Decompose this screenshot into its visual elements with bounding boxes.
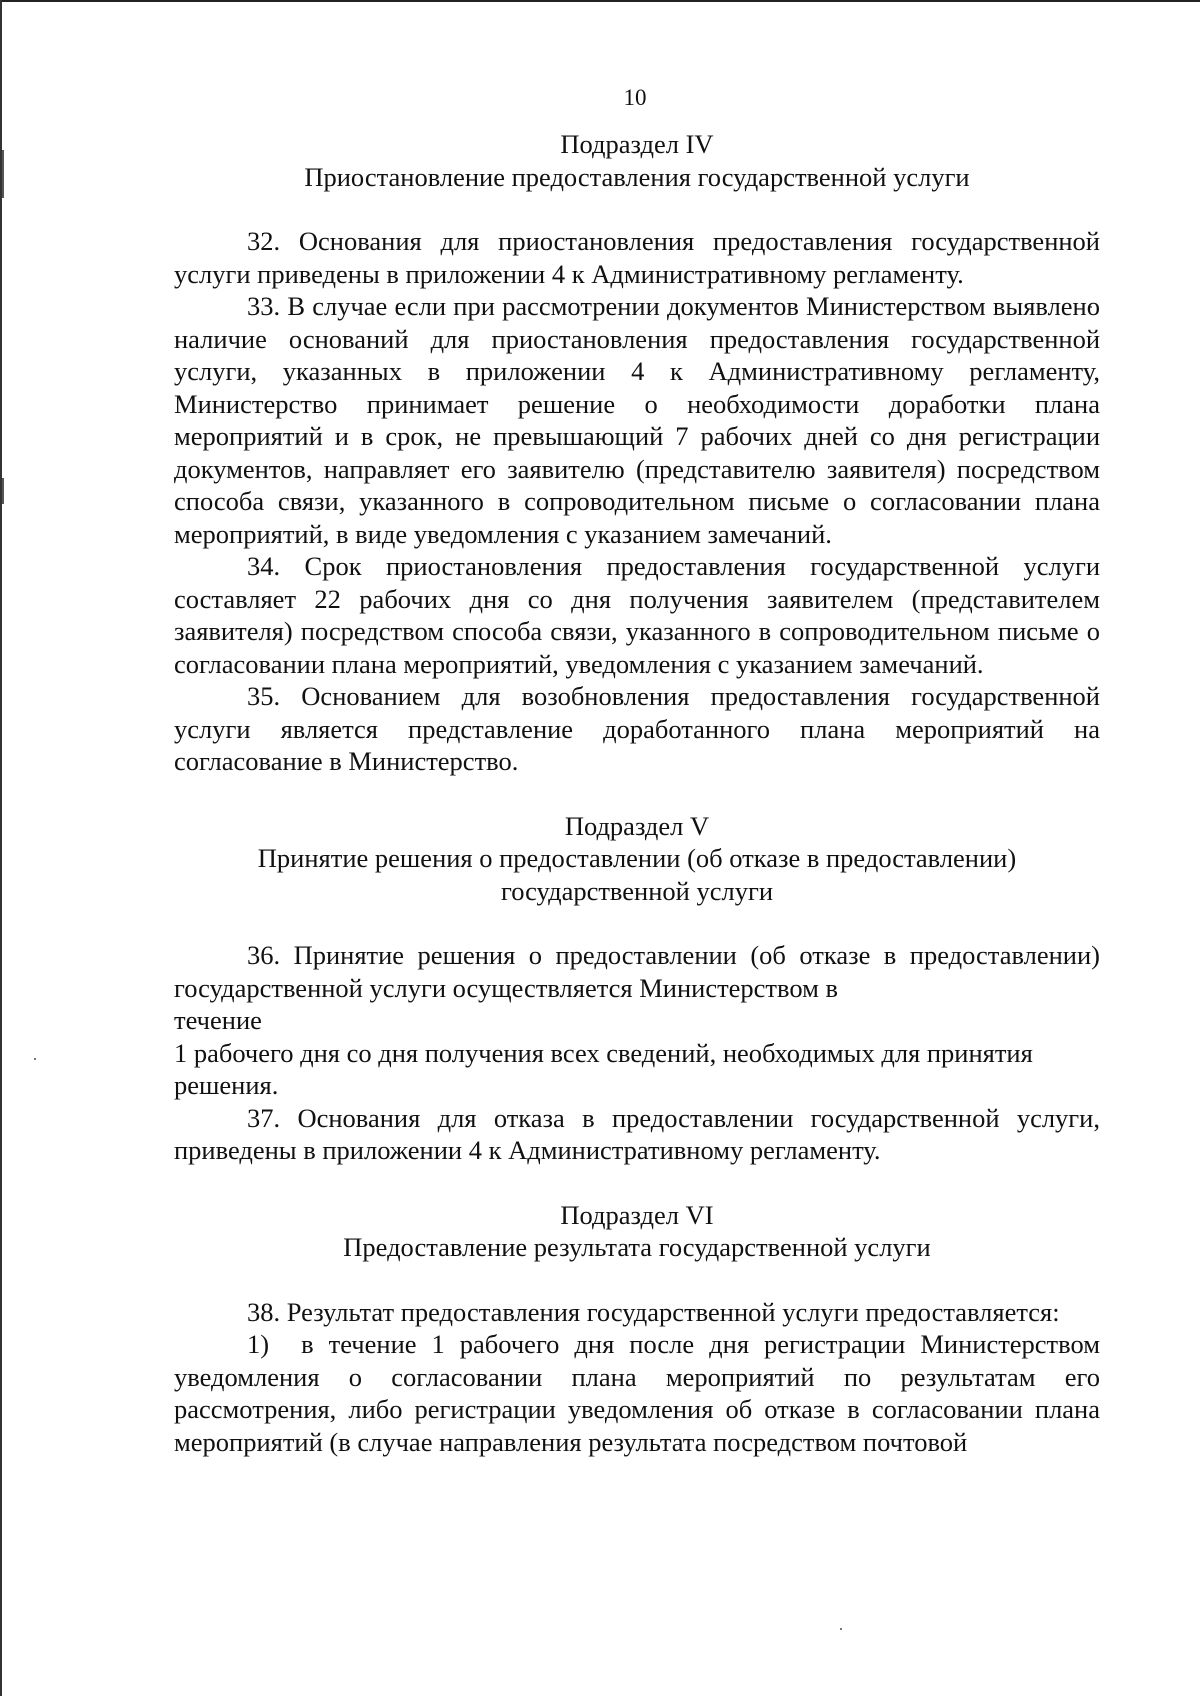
paragraph-35: 35. Основанием для возобновления предоставления государственной услуги является представление доработанного плана мероприятий на согласование в Министерство. [174,681,1100,776]
scan-left-edge [0,0,2,1696]
scan-top-edge [0,0,1200,2]
subsection-body [174,225,1100,778]
paragraph-38: 38. Результат предоставления государственной услуги предоставляется: [247,1296,1060,1327]
subsection-heading: Подраздел V [564,810,710,841]
list-item-38-1 [174,1328,1100,1458]
subsection-title: Предоставление результата государственной услуги [343,1232,931,1262]
subsection-body [174,939,1100,1167]
paragraph-37: 37. Основания для отказа в предоставлении государственной услуги, приведены в приложении 4 к Административному регламенту. [174,1102,1100,1165]
subsection-vi [174,1199,1100,1459]
paragraph-33: 33. В случае если при рассмотрении документов Министерством выявлено наличие оснований для приостановления предоставления государственной услуги, указанных в приложении 4 к Административному регламенту, Министерство принимает решение о необходимости доработки плана мероприятий и в срок, не превышающий 7 рабочих дней со дня регистрации документов, направляет его заявителю (представителю заявителя) посредством способа связи, указанного в сопроводительном письме о согласовании плана мероприятий, в виде уведомления с указанием замечаний. [174,291,1100,549]
document-body [174,128,1100,1458]
scan-edge-mark [2,478,4,504]
paragraph-36-continued: 1 рабочего дня со дня получения всех сведений, необходимых для принятия решения. [174,1037,1033,1100]
scan-edge-mark [2,150,4,198]
subsection-body [174,1296,1100,1459]
scan-speck [840,1628,842,1630]
scan-speck [34,1058,36,1060]
subsection-title-line: государственной услуги [500,875,774,906]
paragraph-32: 32. Основания для приостановления предоставления государственной услуги приведены в приложении 4 к Административному регламенту. [174,226,1100,289]
list-item-text: в течение 1 рабочего дня после дня регистрации Министерством уведомления о согласовании плана мероприятий по результатам его рассмотрения, либо регистрации уведомления об отказе в согласовании плана мероприятий (в случае направления результата посредством почтовой [174,1329,1100,1457]
page-number: 10 [623,85,647,110]
paragraph-36-continued: течение [174,1005,262,1035]
subsection-title-line: Принятие решения о предоставлении (об отказе в предоставлении) [257,843,1017,873]
paragraph-36: 36. Принятие решения о предоставлении (об отказе в предоставлении) государственной услуги осуществляется Министерством в [174,940,1100,1003]
subsection-heading: Подраздел VI [560,1199,714,1230]
subsection-heading: Подраздел IV [560,129,714,159]
subsection-title: Приостановление предоставления государственной услуги [304,161,970,192]
list-item-number: 1) [247,1329,270,1359]
paragraph-34: 34. Срок приостановления предоставления государственной услуги составляет 22 рабочих дня со дня получения заявителем (представителем заявителя) посредством способа связи, указанного в сопроводительном письме о согласовании плана мероприятий, уведомления с указанием замечаний. [174,551,1100,679]
subsection-iv [174,128,1100,778]
subsection-v [174,810,1100,1167]
